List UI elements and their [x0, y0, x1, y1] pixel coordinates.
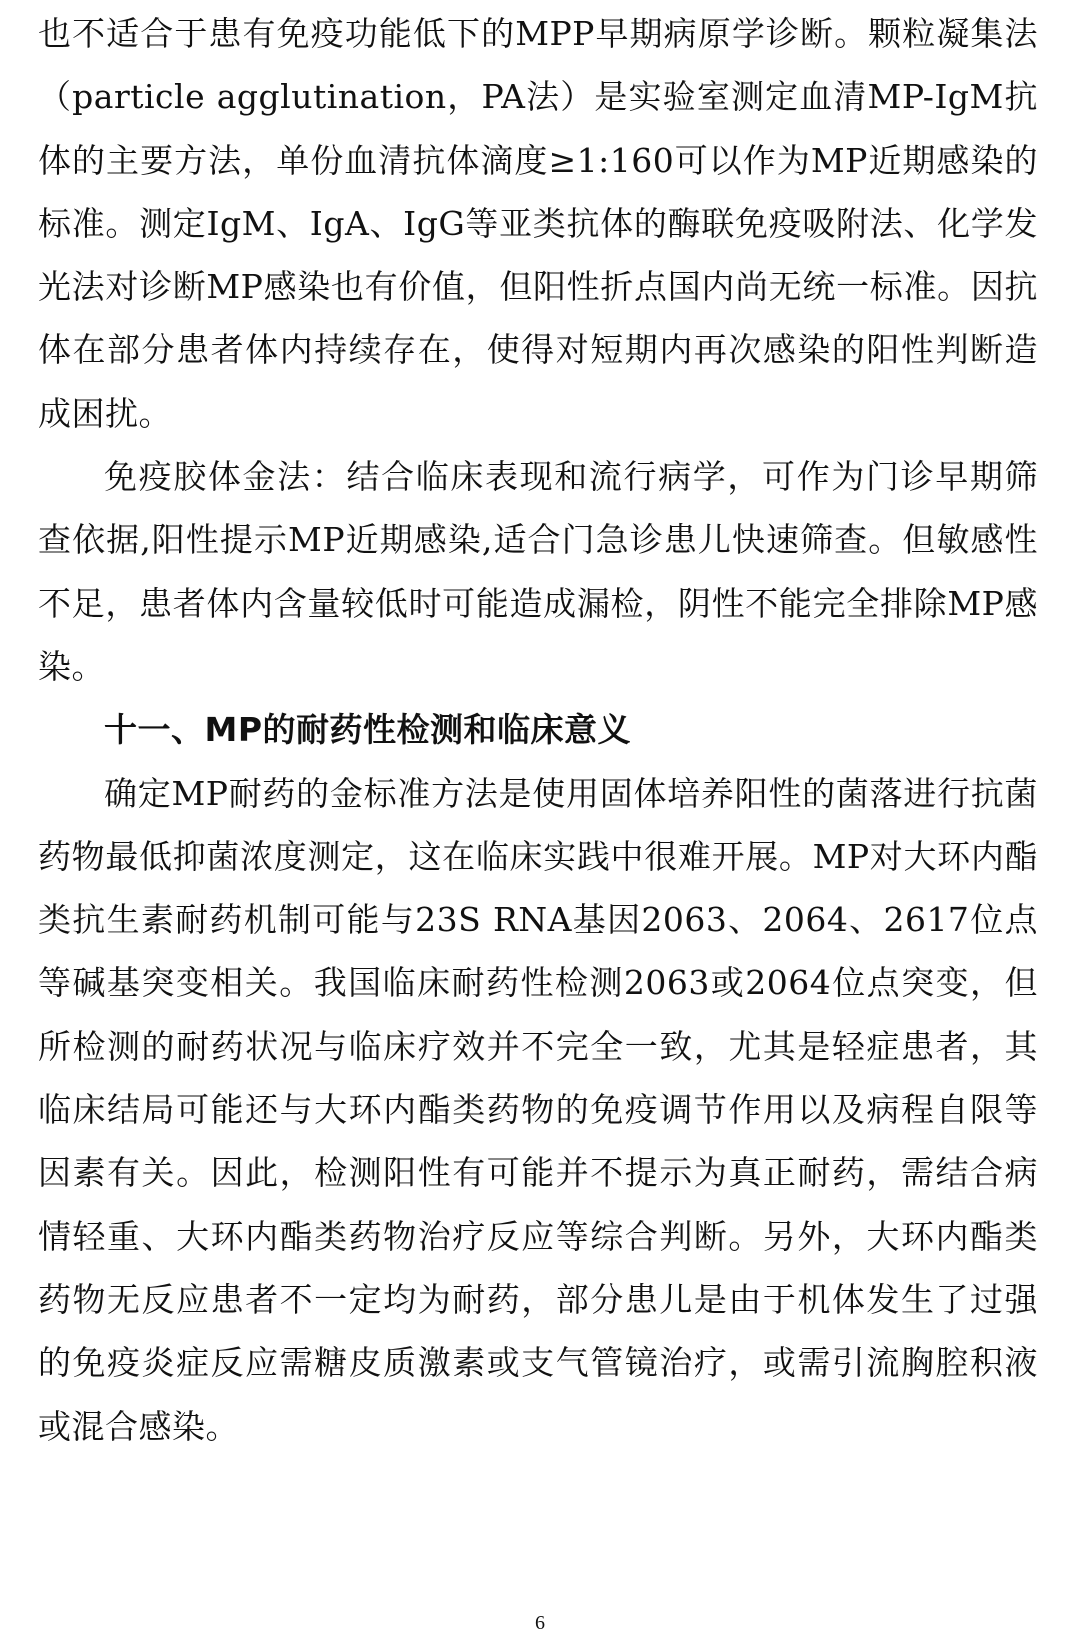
page-number: 6: [535, 1612, 545, 1634]
paragraph-resistance-testing: 确定MP耐药的金标准方法是使用固体培养阳性的菌落进行抗菌药物最低抑菌浓度测定，这在临床实践中很难开展。MP对大环内酯类抗生素耐药机制可能与23S RNA基因2063、2064、2617位点等碱基突变相关。我国临床耐药性检测2063或2064位点突变，但所检测的耐药状况与临床疗效并不完全一致，尤其是轻症患者，其临床结局可能还与大环内酯类药物的免疫调节作用以及病程自限等因素有关。因此，检测阳性有可能并不提示为真正耐药，需结合病情轻重、大环内酯类药物治疗反应等综合判断。另外，大环内酯类药物无反应患者不一定均为耐药，部分患儿是由于机体发生了过强的免疫炎症反应需糖皮质激素或支气管镜治疗，或需引流胸腔积液或混合感染。: [38, 773, 1038, 1446]
section-heading-resistance: 十一、MP的耐药性检测和临床意义: [104, 710, 632, 750]
paragraph-colloidal-gold: 免疫胶体金法：结合临床表现和流行病学，可作为门诊早期筛查依据,阳性提示MP近期感染,适合门急诊患儿快速筛查。但敏感性不足，患者体内含量较低时可能造成漏检，阴性不能完全排除MP感染。: [38, 457, 1038, 686]
paragraph-antibody-detection: 也不适合于患有免疫功能低下的MPP早期病原学诊断。颗粒凝集法（particle agglutination，PA法）是实验室测定血清MP-IgM抗体的主要方法，单份血清抗体滴度≥1:160可以作为MP近期感染的标准。测定IgM、IgA、IgG等亚类抗体的酶联免疫吸附法、化学发光法对诊断MP感染也有价值，但阳性折点国内尚无统一标准。因抗体在部分患者体内持续存在，使得对短期内再次感染的阳性判断造成困扰。: [38, 14, 1038, 433]
document-body: [38, 2, 1038, 1458]
